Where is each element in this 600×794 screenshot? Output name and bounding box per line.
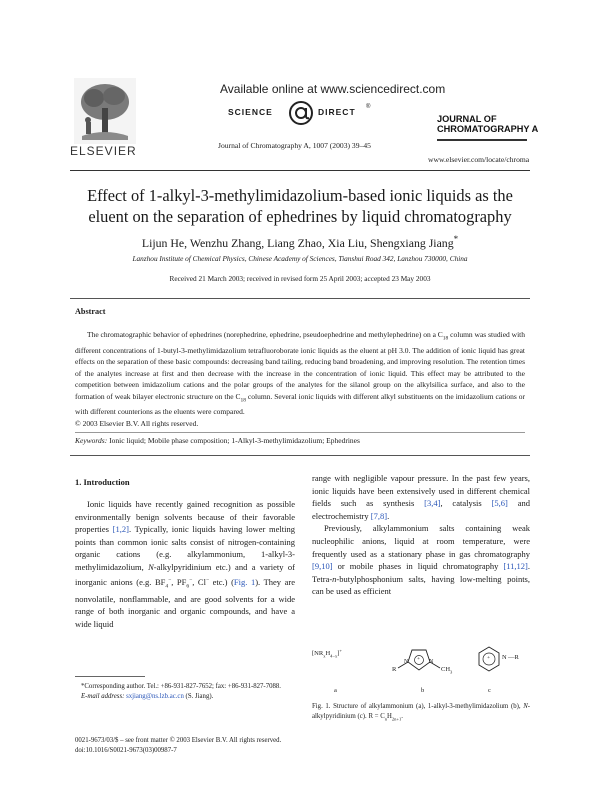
caption-n: N (523, 703, 528, 710)
label-a: a (334, 687, 337, 694)
imidazolium-plus: + (417, 656, 421, 662)
copyright: © 2003 Elsevier B.V. All rights reserved. (75, 418, 199, 428)
pf6-text: , PF (171, 576, 187, 587)
bf4-sup: − (168, 576, 172, 583)
ch3-sub: 3 (450, 669, 453, 675)
intro-text-e: ). They are nonvolatile, nonflammable, and are good solvents for a wide range of both inorganic and organic compounds, and have a wide liquid (75, 576, 296, 629)
corresponding-author: *Corresponding author. Tel.: +86-931-827-7652; fax: +86-931-827-7088. (81, 683, 281, 690)
dates: Received 21 March 2003; received in revised form 25 April 2003; accepted 23 May 2003 (169, 274, 431, 283)
formula-nr: [NR (312, 650, 324, 658)
ref-1-2[interactable]: [1,2] (112, 524, 129, 535)
intro-paragraph-2 (312, 472, 530, 522)
author-list: Lijun He, Wenzhu Zhang, Liang Zhao, Xia Liu, Shengxiang Jiang (141, 235, 454, 250)
caption-h: H (387, 713, 392, 720)
right-text-a: range with negligible vapour pressure. In the past few years, ionic liquids have been extensively used in different chemical fields such as synthesis (312, 473, 530, 509)
pyridinium-r: —R (508, 654, 519, 661)
formula-close: ] (337, 650, 340, 658)
cl-text: , Cl (192, 576, 206, 587)
title-line-1: Effect of 1-alkyl-3-methylimidazolium-based ionic liquids as the (87, 186, 513, 205)
label-c: c (488, 687, 491, 694)
fig1-link[interactable]: Fig. 1 (233, 576, 256, 587)
elsevier-tree-icon (74, 78, 136, 144)
pyridinium-plus: + (487, 655, 491, 661)
structure-a (312, 648, 342, 658)
caption-sub-2n1: 2n+1 (391, 716, 402, 722)
abstract-bottom-rule (70, 455, 530, 456)
c18-sub-2: 18 (240, 397, 246, 404)
abstract-body (75, 329, 525, 429)
intro-heading: 1. Introduction (75, 477, 130, 487)
pf6-sup: − (189, 576, 193, 583)
publisher-name: ELSEVIER (70, 144, 137, 158)
ch3-text: CH (441, 666, 451, 673)
imidazolium-n3: N (429, 659, 434, 665)
intro-n-italic: N (148, 561, 154, 572)
intro-text-c: -alkylpyridinium etc.) and a variety of inorganic anions (e.g. BF (75, 561, 295, 587)
journal-name-line2: CHROMATOGRAPHY A (437, 124, 539, 134)
label-b: b (421, 687, 425, 694)
email-link[interactable]: sxjiang@ns.lzb.ac.cn (126, 693, 184, 700)
pf6-sub: 6 (186, 583, 190, 590)
affiliation: Lanzhou Institute of Chemical Physics, Chinese Academy of Sciences, Tianshui Road 342, Lanzhou 730000, China (132, 254, 468, 263)
right-text-d: . (387, 510, 390, 521)
journal-url[interactable]: www.elsevier.com/locate/chroma (428, 155, 530, 164)
ref-9-10[interactable]: [9,10] (312, 561, 333, 572)
authors (60, 234, 540, 251)
caption-text-b: -alkylpyridinium (c). R = C (312, 703, 530, 720)
article-title (60, 185, 540, 227)
right-text-h: -butylphosphonium salts, having low-melting points, can be used as efficient (312, 573, 530, 597)
doi-line[interactable]: doi:10.1016/S0021-9673(03)00987-7 (75, 747, 177, 754)
intro-text-b: . Typically, ionic liquids having lower melting points than common ionic salts consist of nitrogen-containing organic cations (e.g. alkylammonium, 1-alkyl-3-methylimidazolium, (75, 524, 295, 572)
sd-right: DIRECT (318, 107, 356, 117)
journal-name (437, 114, 538, 134)
keywords-top-rule (75, 432, 525, 433)
header-rule (70, 170, 530, 171)
right-text-e: Previously, alkylammonium salts containing weak nucleophilic anions, liquid at room temperature, were frequently used as a stationary phase in gas chromatography (312, 523, 530, 559)
cl-sup: − (205, 576, 210, 583)
sd-mark: ® (366, 104, 371, 110)
keywords-list: Ionic liquid; Mobile phase composition; 1-Alkyl-3-methylimidazolium; Ephedrines (109, 436, 360, 445)
right-text-g: . Tetra- (312, 561, 530, 584)
bf4-sub: 4 (165, 583, 169, 590)
formula-plus: + (339, 648, 342, 653)
abstract-top-rule (70, 298, 530, 299)
intro-text-a: Ionic liquids have recently gained recognition as possible environmentally benign solvents because of their favorable properties (75, 499, 295, 535)
formula-sub-x: x (323, 653, 326, 659)
elsevier-logo (74, 78, 136, 144)
abstract-text-2: column was studied with different concentrations of 1-butyl-3-methylimidazolium tetrafluoroborate ionic liquids as the eluent at pH 3.0. The addition of ionic liquid has great effects on the separation of these basic compounds: decreasing band tailing, reducing band broadening, and improving resolution. The retention times of the analytes increase at first and then decrease with the increase in the concentration of ionic liquid. This effect may be attributed to the competition between imidazolium cations and the polar groups of the analytes for the silanol group on the alkylsilica surface, and also to the formation of weak bilayer electronic structure on the C (75, 330, 525, 401)
formula-sub-4x: 4−x (330, 653, 338, 659)
ref-3-4[interactable]: [3,4] (424, 498, 441, 509)
footer (75, 736, 281, 756)
sciencedirect-logo (228, 100, 418, 126)
footnote (75, 682, 295, 702)
corresponding-mark[interactable]: * (453, 234, 459, 244)
figure-1 (312, 644, 530, 734)
email-name: (S. Jiang). (183, 693, 214, 700)
footnote-rule (75, 676, 145, 677)
intro-paragraph-1 (75, 498, 295, 630)
ref-11-12[interactable]: [11,12] (503, 561, 528, 572)
ref-7-8[interactable]: [7,8] (370, 510, 388, 521)
intro-left-column (75, 498, 295, 630)
at-sign-icon (288, 100, 314, 126)
imidazolium-r: R (392, 666, 397, 673)
ref-5-6[interactable]: [5,6] (491, 498, 508, 509)
n-italic: n (332, 573, 337, 584)
issn-line: 0021-9673/03/$ – see front matter © 2003 Elsevier B.V. All rights reserved. (75, 737, 282, 744)
available-online[interactable]: Available online at www.sciencedirect.com (220, 82, 446, 96)
right-text-f: or mobile phases in liquid chromatography (332, 561, 504, 572)
abstract-paragraph (75, 329, 525, 418)
keywords-label: Keywords: (75, 436, 108, 445)
journal-name-line1: JOURNAL OF (437, 114, 497, 124)
abstract-text-3: column. Several ionic liquids with different alkyl substituents on the imidazolium cations or with different counterions as the eluents were compared. (75, 391, 525, 417)
email-label: E-mail address: (81, 693, 125, 700)
journal-divider (437, 139, 527, 141)
right-text-b: , catalysis (440, 498, 492, 509)
figure-caption (312, 702, 530, 724)
formula-h: H (325, 650, 331, 658)
imidazolium-n1: N (404, 659, 409, 665)
abstract-text-1: The chromatographic behavior of ephedrines (norephedrine, ephedrine, pseudoephedrine and methylephedrine) on a C (87, 330, 443, 339)
pyridinium-n: N (502, 654, 507, 661)
imidazolium-ch3 (441, 666, 452, 674)
intro-paragraph-3 (312, 522, 530, 598)
keywords (75, 436, 360, 445)
caption-end: . (401, 713, 403, 720)
email-line (75, 692, 295, 702)
intro-text-d: etc.) ( (209, 576, 234, 587)
intro-right-column (312, 472, 530, 598)
caption-text-a: Fig. 1. Structure of alkylammonium (a), 1-alkyl-3-methylimidazolium (b), (312, 703, 524, 710)
c18-sub-1: 18 (442, 335, 449, 342)
sd-left: SCIENCE (228, 107, 273, 117)
journal-citation: Journal of Chromatography A, 1007 (2003) 39–45 (218, 141, 371, 150)
right-text-c: and electrochemistry (312, 498, 530, 521)
caption-sub-n: n (384, 716, 387, 722)
title-line-2: eluent on the separation of ephedrines by liquid chromatography (88, 207, 512, 226)
abstract-heading: Abstract (75, 307, 106, 316)
